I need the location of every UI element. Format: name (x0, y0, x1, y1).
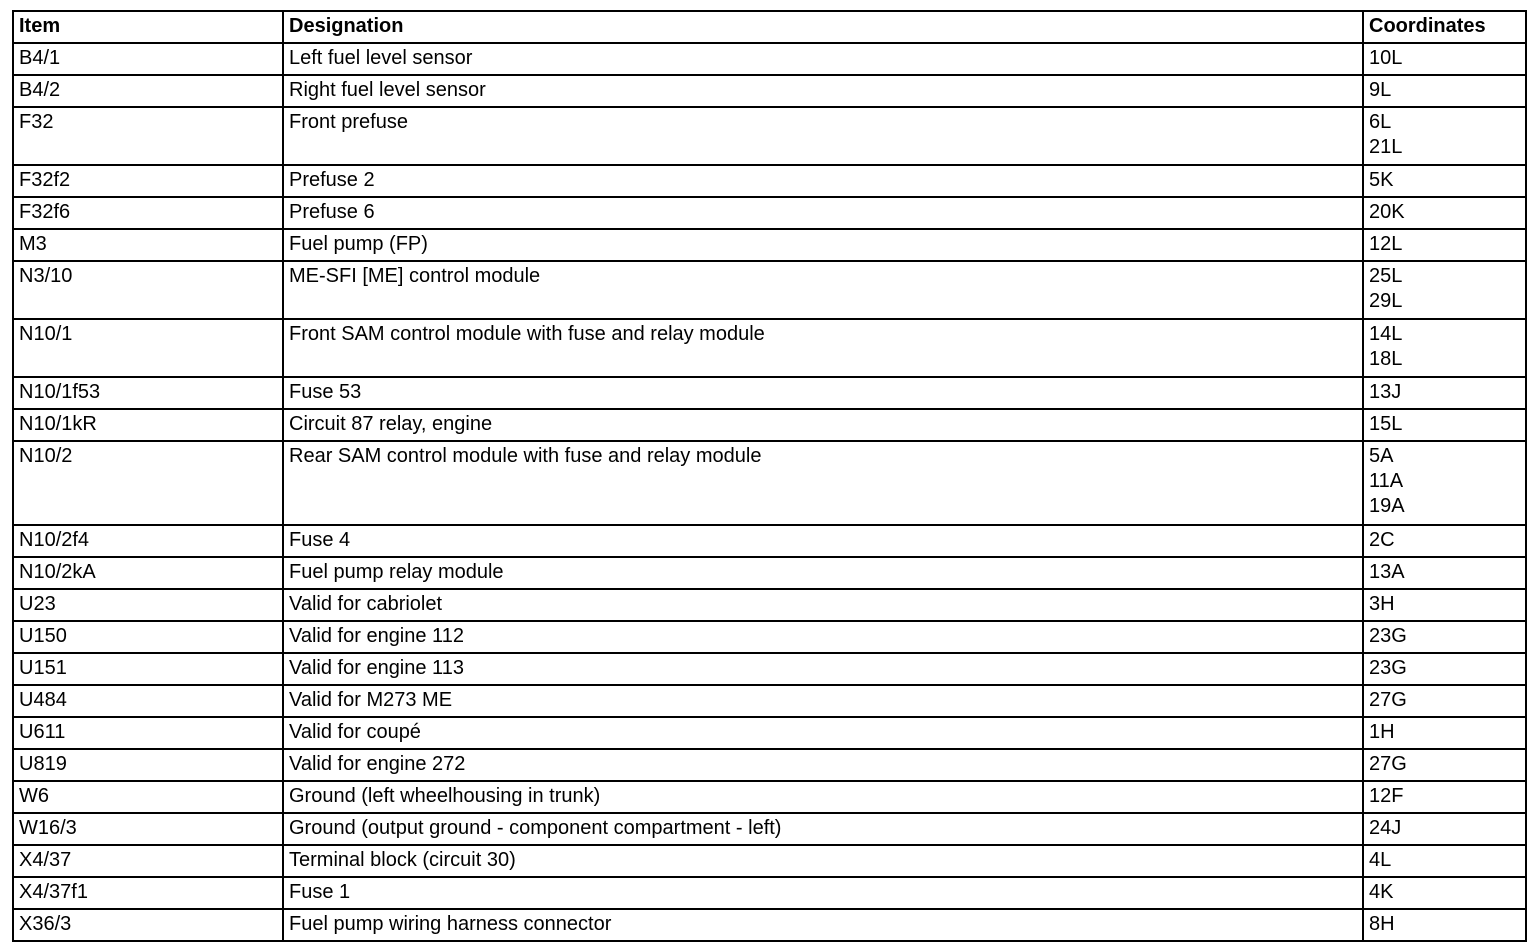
coordinates-cell (1363, 653, 1526, 685)
coordinate-value: 12F (1369, 785, 1404, 807)
designation-cell: Valid for cabriolet (283, 589, 1363, 621)
designation-cell: Valid for engine 113 (283, 653, 1363, 685)
coordinate-value: 2C (1369, 529, 1395, 551)
table-row (13, 781, 1526, 813)
table-row (13, 229, 1526, 261)
table-row (13, 557, 1526, 589)
table-row (13, 685, 1526, 717)
component-legend-table (12, 10, 1527, 942)
item-cell: F32f6 (13, 197, 283, 229)
table-row (13, 653, 1526, 685)
item-cell: N10/2 (13, 441, 283, 525)
item-cell: U484 (13, 685, 283, 717)
coordinate-value: 8H (1369, 913, 1395, 935)
coordinate-value: 20K (1369, 201, 1405, 223)
coordinates-cell (1363, 441, 1526, 525)
coordinate-value: 14L (1369, 323, 1403, 345)
designation-cell: Front SAM control module with fuse and relay module (283, 319, 1363, 377)
coordinates-cell (1363, 781, 1526, 813)
coordinate-value: 5A (1369, 445, 1394, 467)
coordinates-cell (1363, 557, 1526, 589)
coordinate-value: 13J (1369, 381, 1402, 403)
item-cell: U150 (13, 621, 283, 653)
coordinate-value: 29L (1369, 290, 1403, 312)
table-row (13, 165, 1526, 197)
coordinates-cell (1363, 909, 1526, 941)
item-cell: B4/2 (13, 75, 283, 107)
coordinate-value: 12L (1369, 233, 1403, 255)
item-cell: U819 (13, 749, 283, 781)
coordinates-cell (1363, 409, 1526, 441)
designation-cell: Valid for coupé (283, 717, 1363, 749)
table-row (13, 441, 1526, 525)
table-row (13, 377, 1526, 409)
coordinate-value: 27G (1369, 753, 1407, 775)
designation-cell: Terminal block (circuit 30) (283, 845, 1363, 877)
coordinate-value: 5K (1369, 169, 1394, 191)
designation-cell: Prefuse 2 (283, 165, 1363, 197)
item-cell: N10/1f53 (13, 377, 283, 409)
designation-cell: Left fuel level sensor (283, 43, 1363, 75)
coordinate-value: 23G (1369, 625, 1407, 647)
coordinate-value: 19A (1369, 495, 1405, 517)
table-row (13, 621, 1526, 653)
coordinates-cell (1363, 377, 1526, 409)
designation-cell: Fuse 1 (283, 877, 1363, 909)
item-cell: N10/2f4 (13, 525, 283, 557)
designation-cell: Fuel pump relay module (283, 557, 1363, 589)
designation-cell: Prefuse 6 (283, 197, 1363, 229)
table-row (13, 877, 1526, 909)
table-row (13, 197, 1526, 229)
table-row (13, 749, 1526, 781)
coordinate-value: 15L (1369, 413, 1403, 435)
coordinates-cell (1363, 717, 1526, 749)
designation-cell: Front prefuse (283, 107, 1363, 165)
coordinates-cell (1363, 43, 1526, 75)
coordinate-value: 9L (1369, 79, 1392, 101)
coordinates-cell (1363, 749, 1526, 781)
designation-cell: Ground (output ground - component compartment - left) (283, 813, 1363, 845)
coordinates-cell (1363, 813, 1526, 845)
item-cell: X4/37 (13, 845, 283, 877)
coordinates-cell (1363, 165, 1526, 197)
coordinates-cell (1363, 261, 1526, 319)
coordinate-value: 13A (1369, 561, 1405, 583)
coordinate-value: 25L (1369, 265, 1403, 287)
coordinates-cell (1363, 107, 1526, 165)
item-cell: N10/2kA (13, 557, 283, 589)
coordinate-value: 18L (1369, 348, 1403, 370)
item-cell: X4/37f1 (13, 877, 283, 909)
item-column-header: Item (13, 11, 283, 43)
table-row (13, 813, 1526, 845)
coordinates-cell (1363, 845, 1526, 877)
item-cell: N10/1 (13, 319, 283, 377)
item-cell: N3/10 (13, 261, 283, 319)
item-cell: U23 (13, 589, 283, 621)
designation-cell: Ground (left wheelhousing in trunk) (283, 781, 1363, 813)
designation-cell: Valid for M273 ME (283, 685, 1363, 717)
coordinate-value: 23G (1369, 657, 1407, 679)
designation-cell: Valid for engine 112 (283, 621, 1363, 653)
designation-cell: ME-SFI [ME] control module (283, 261, 1363, 319)
coordinates-cell (1363, 621, 1526, 653)
coordinates-cell (1363, 319, 1526, 377)
coordinates-cell (1363, 685, 1526, 717)
item-cell: W6 (13, 781, 283, 813)
coordinates-cell (1363, 229, 1526, 261)
item-cell: F32f2 (13, 165, 283, 197)
table-row (13, 909, 1526, 941)
coordinates-cell (1363, 525, 1526, 557)
item-cell: W16/3 (13, 813, 283, 845)
designation-cell: Rear SAM control module with fuse and relay module (283, 441, 1363, 525)
coordinates-cell (1363, 877, 1526, 909)
coordinates-cell (1363, 75, 1526, 107)
table-row (13, 409, 1526, 441)
header-row (13, 11, 1526, 43)
coordinate-value: 6L (1369, 111, 1392, 133)
coordinate-value: 11A (1369, 470, 1404, 492)
item-cell: M3 (13, 229, 283, 261)
item-cell: U151 (13, 653, 283, 685)
coordinate-value: 24J (1369, 817, 1402, 839)
coordinates-column-header: Coordinates (1363, 11, 1526, 43)
table-row (13, 43, 1526, 75)
coordinate-value: 27G (1369, 689, 1407, 711)
coordinate-value: 21L (1369, 136, 1403, 158)
coordinate-value: 4K (1369, 881, 1394, 903)
item-cell: U611 (13, 717, 283, 749)
table-row (13, 319, 1526, 377)
coordinate-value: 10L (1369, 47, 1403, 69)
table-row (13, 589, 1526, 621)
coordinates-cell (1363, 589, 1526, 621)
designation-cell: Fuse 4 (283, 525, 1363, 557)
designation-cell: Fuse 53 (283, 377, 1363, 409)
coordinates-cell (1363, 197, 1526, 229)
item-cell: B4/1 (13, 43, 283, 75)
designation-cell: Right fuel level sensor (283, 75, 1363, 107)
table-row (13, 525, 1526, 557)
coordinate-value: 4L (1369, 849, 1392, 871)
designation-cell: Valid for engine 272 (283, 749, 1363, 781)
coordinate-value: 3H (1369, 593, 1395, 615)
table-row (13, 261, 1526, 319)
table-row (13, 107, 1526, 165)
table-row (13, 845, 1526, 877)
item-cell: X36/3 (13, 909, 283, 941)
table-row (13, 717, 1526, 749)
designation-cell: Fuel pump wiring harness connector (283, 909, 1363, 941)
table-body (13, 43, 1526, 941)
designation-column-header: Designation (283, 11, 1363, 43)
item-cell: N10/1kR (13, 409, 283, 441)
designation-cell: Circuit 87 relay, engine (283, 409, 1363, 441)
item-cell: F32 (13, 107, 283, 165)
designation-cell: Fuel pump (FP) (283, 229, 1363, 261)
table-row (13, 75, 1526, 107)
coordinate-value: 1H (1369, 721, 1395, 743)
